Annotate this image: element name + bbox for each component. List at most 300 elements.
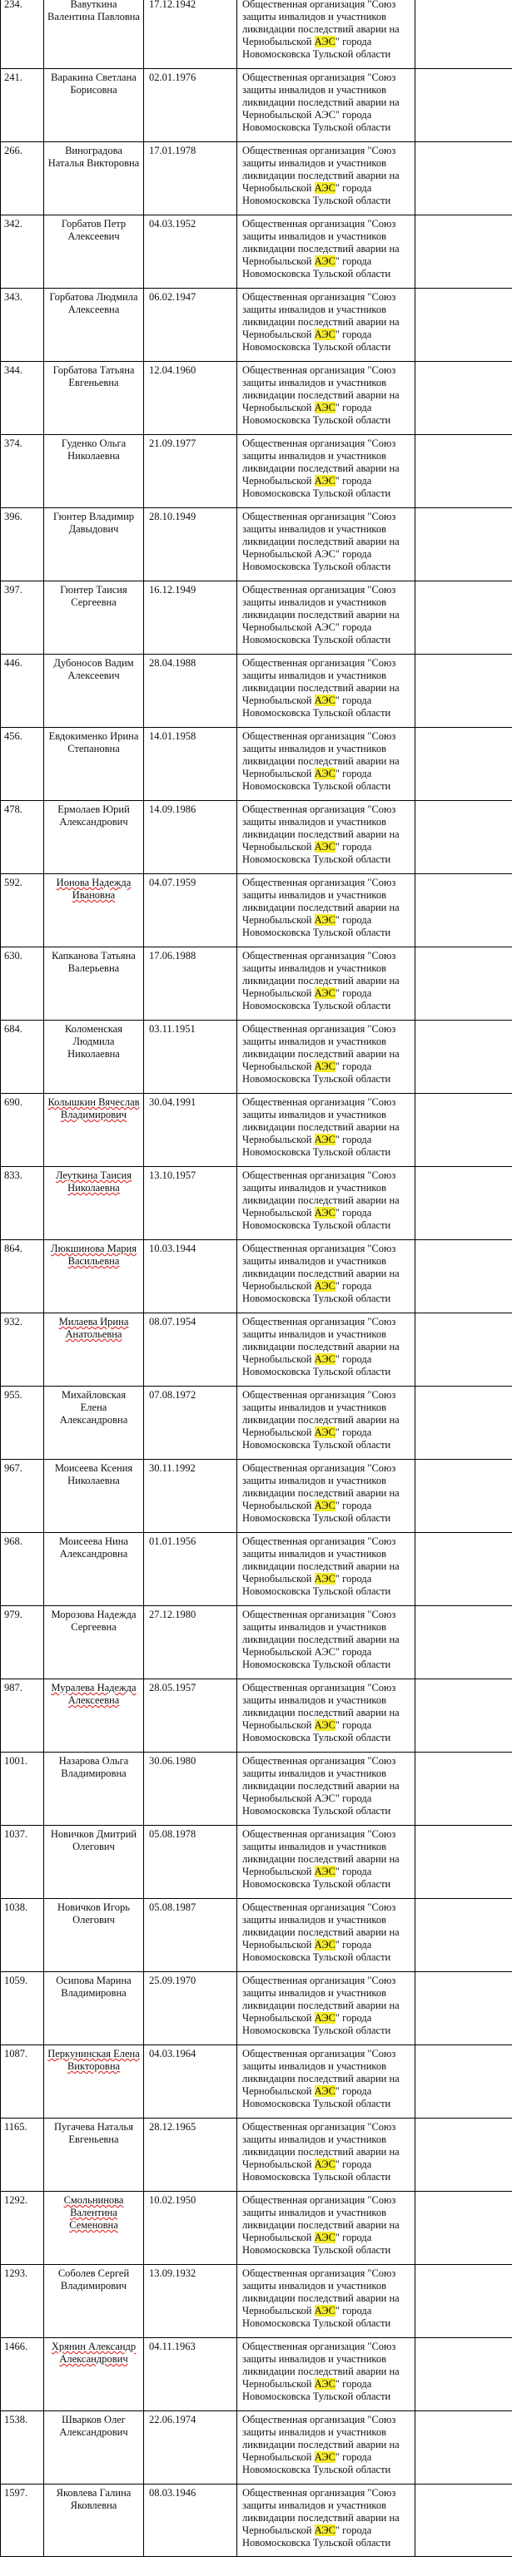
- person-name: [43, 728, 143, 800]
- org-line-1: Общественная организация "Союз: [242, 1389, 396, 1401]
- birth-date: 14.01.1958: [143, 728, 236, 800]
- row-number: 397.: [0, 581, 43, 654]
- highlighted-aes: АЭС: [314, 1939, 336, 1951]
- org-line-2: защиты инвалидов и участников: [242, 1987, 387, 1999]
- organization-cell: [236, 2192, 415, 2264]
- org-line-5: Новомосковска Тульской области: [242, 1585, 391, 1597]
- birth-date: 04.03.1952: [143, 215, 236, 288]
- person-name: [43, 2119, 143, 2191]
- organization-cell: [236, 728, 415, 800]
- org-line-4: [242, 329, 411, 341]
- birth-date: 06.02.1947: [143, 289, 236, 361]
- person-name-text: Соболев Сергей Владимирович: [57, 2267, 130, 2292]
- org-line-4-post: " города: [335, 1134, 372, 1145]
- row-number: 374.: [0, 435, 43, 507]
- row-number: 1165.: [0, 2119, 43, 2191]
- row-number: 456.: [0, 728, 43, 800]
- org-line-1: Общественная организация "Союз: [242, 730, 396, 742]
- birth-date: 10.03.1944: [143, 1240, 236, 1313]
- org-line-4-pre: Чернобыльской: [242, 475, 315, 487]
- org-line-1: Общественная организация "Союз: [242, 877, 396, 888]
- org-line-4: [242, 2158, 411, 2171]
- org-line-5: Новомосковска Тульской области: [242, 48, 391, 60]
- organization-cell: [236, 1167, 415, 1239]
- birth-date: 05.08.1978: [143, 1826, 236, 1898]
- row-number: 1292.: [0, 2192, 43, 2264]
- person-name: [43, 215, 143, 288]
- table-row: [0, 0, 512, 68]
- person-name: [43, 1387, 143, 1459]
- person-name-text: Люкшинова Мария Васильевна: [51, 1243, 137, 1267]
- birth-date: 04.11.1963: [143, 2338, 236, 2410]
- organization-cell: [236, 2485, 415, 2556]
- org-line-5: Новомосковска Тульской области: [242, 1000, 391, 1011]
- org-line-4: [242, 2524, 411, 2537]
- org-line-4: [242, 2451, 411, 2464]
- organization-cell: [236, 1606, 415, 1679]
- org-line-4-post: " города: [335, 2524, 372, 2536]
- person-name-text: Гуденко Ольга Николаевна: [61, 438, 127, 462]
- org-line-2: защиты инвалидов и участников: [242, 304, 387, 315]
- person-name-text: Морозова Надежда Сергеевна: [51, 1609, 137, 1633]
- organization-cell: [236, 947, 415, 1020]
- birth-date: 30.04.1991: [143, 1094, 236, 1166]
- highlighted-aes: АЭС: [314, 475, 336, 487]
- org-line-2: защиты инвалидов и участников: [242, 2133, 387, 2145]
- person-name-text: Осипова Марина Владимировна: [56, 1975, 132, 1999]
- organization-cell: [236, 1021, 415, 1093]
- organization-cell: [236, 1094, 415, 1166]
- table-row: [0, 434, 512, 507]
- organization-cell: [236, 801, 415, 873]
- organization-cell: [236, 655, 415, 727]
- table-row: [0, 2264, 512, 2337]
- birth-date: 01.01.1956: [143, 1533, 236, 1605]
- org-line-3: ликвидации последствий аварии на: [242, 2512, 400, 2524]
- org-line-4-pre: Чернобыльской: [242, 1719, 315, 1731]
- org-line-4-post: " города: [335, 1573, 372, 1585]
- org-line-3: ликвидации последствий аварии на: [242, 1634, 400, 1645]
- highlighted-aes: АЭС: [314, 1207, 336, 1219]
- org-line-5: Новомосковска Тульской области: [242, 1439, 391, 1451]
- org-line-2: защиты инвалидов и участников: [242, 816, 387, 828]
- org-line-4-post: " города: [335, 695, 372, 706]
- row-number: 987.: [0, 1679, 43, 1752]
- org-line-4: Чернобыльской АЭС" города: [242, 1792, 372, 1804]
- org-line-2: защиты инвалидов и участников: [242, 230, 387, 242]
- person-name-text: Михайловская Елена Александровна: [59, 1389, 128, 1426]
- birth-date: 07.08.1972: [143, 1387, 236, 1459]
- org-line-2: защиты инвалидов и участников: [242, 1841, 387, 1852]
- org-line-4-pre: Чернобыльской: [242, 255, 315, 267]
- person-name-text: Яковлева Галина Яковлевна: [56, 2487, 132, 2511]
- org-line-3: ликвидации последствий аварии на: [242, 755, 400, 767]
- org-line-1: Общественная организация "Союз: [242, 72, 396, 83]
- row-number: 1466.: [0, 2338, 43, 2410]
- person-name: [43, 142, 143, 215]
- table-row: [0, 1239, 512, 1313]
- person-name: [43, 947, 143, 1020]
- org-line-4: [242, 841, 411, 853]
- org-line-4-post: " города: [335, 36, 372, 47]
- person-name: [43, 1826, 143, 1898]
- org-line-4: [242, 2085, 411, 2098]
- highlighted-aes: АЭС: [314, 1061, 336, 1072]
- org-line-4-pre: Чернобыльской: [242, 2085, 315, 2097]
- birth-date: 08.03.1946: [143, 2485, 236, 2556]
- birth-date: 17.12.1942: [143, 0, 236, 68]
- table-row: [0, 1386, 512, 1459]
- org-line-1: Общественная организация "Союз: [242, 1243, 396, 1254]
- org-line-4-post: " города: [335, 1719, 372, 1731]
- org-line-1: Общественная организация "Союз: [242, 584, 396, 596]
- birth-date: 04.07.1959: [143, 874, 236, 947]
- person-name-text: Пугачева Наталья Евгеньевна: [54, 2121, 133, 2145]
- org-line-5: Новомосковска Тульской области: [242, 2317, 391, 2329]
- org-line-4: [242, 2012, 411, 2025]
- organization-cell: [236, 435, 415, 507]
- birth-date: 12.04.1960: [143, 362, 236, 434]
- table-row: [0, 2191, 512, 2264]
- org-line-4-post: " города: [335, 1207, 372, 1219]
- org-line-4: [242, 695, 411, 707]
- birth-date: 10.02.1950: [143, 2192, 236, 2264]
- org-line-4: Чернобыльской АЭС" города: [242, 621, 372, 633]
- highlighted-aes: АЭС: [314, 2012, 336, 2024]
- org-line-2: защиты инвалидов и участников: [242, 1402, 387, 1413]
- org-line-1: Общественная организация "Союз: [242, 1901, 396, 1913]
- org-line-1: Общественная организация "Союз: [242, 2267, 396, 2279]
- organization-cell: [236, 2265, 415, 2337]
- row-number: 241.: [0, 69, 43, 141]
- person-name-text: Новичков Дмитрий Олегович: [50, 1828, 137, 1852]
- org-line-5: Новомосковска Тульской области: [242, 780, 391, 792]
- org-line-4-pre: Чернобыльской: [242, 841, 315, 853]
- org-line-4-pre: Чернобыльской: [242, 1500, 315, 1511]
- organization-cell: [236, 874, 415, 947]
- row-number: 690.: [0, 1094, 43, 1166]
- person-name-text: Моисеева Ксения Николаевна: [54, 1462, 133, 1486]
- org-line-5: Новомосковска Тульской области: [242, 1219, 391, 1231]
- org-line-4: [242, 402, 411, 414]
- org-line-5: Новомосковска Тульской области: [242, 1146, 391, 1158]
- person-name: [43, 2192, 143, 2264]
- birth-date: 02.01.1976: [143, 69, 236, 141]
- person-name: [43, 2411, 143, 2484]
- org-line-4-post: " города: [335, 1353, 372, 1365]
- org-line-3: ликвидации последствий аварии на: [242, 1121, 400, 1133]
- org-line-4-pre: Чернобыльской: [242, 36, 315, 47]
- org-line-4: [242, 768, 411, 780]
- person-name-text: Милаева Ирина Анатольевна: [58, 1316, 129, 1340]
- org-line-5: Новомосковска Тульской области: [242, 1366, 391, 1377]
- row-number: 1538.: [0, 2411, 43, 2484]
- org-line-4-post: " города: [335, 2085, 372, 2097]
- org-line-4: [242, 1500, 411, 1512]
- org-line-4: Чернобыльской АЭС" города: [242, 1646, 372, 1658]
- org-line-4: [242, 1353, 411, 1366]
- table-row: [0, 288, 512, 361]
- org-line-1: Общественная организация "Союз: [242, 1096, 396, 1108]
- person-name: [43, 874, 143, 947]
- org-line-3: ликвидации последствий аварии на: [242, 2219, 400, 2231]
- birth-date: 17.06.1988: [143, 947, 236, 1020]
- person-name: [43, 435, 143, 507]
- birth-date: 17.01.1978: [143, 142, 236, 215]
- org-line-4-post: " города: [335, 841, 372, 853]
- org-line-2: защиты инвалидов и участников: [242, 1548, 387, 1560]
- org-line-4-post: " города: [335, 475, 372, 487]
- row-number: 968.: [0, 1533, 43, 1605]
- row-number: 1087.: [0, 2045, 43, 2118]
- table-row: [0, 1898, 512, 1971]
- person-name: [43, 1753, 143, 1825]
- org-line-3: ликвидации последствий аварии на: [242, 1780, 400, 1792]
- person-name-text: Ионова Надежда Ивановна: [56, 877, 132, 901]
- org-line-1: Общественная организация "Союз: [242, 2048, 396, 2059]
- org-line-1: Общественная организация "Союз: [242, 364, 396, 376]
- table-row: [0, 2044, 512, 2118]
- organization-cell: [236, 1679, 415, 1752]
- person-name: [43, 1533, 143, 1605]
- org-line-4-post: " города: [335, 255, 372, 267]
- org-line-5: Новомосковска Тульской области: [242, 561, 391, 572]
- person-name: [43, 1972, 143, 2044]
- org-line-2: защиты инвалидов и участников: [242, 84, 387, 96]
- org-line-1: Общественная организация "Союз: [242, 291, 396, 303]
- table-row: [0, 2410, 512, 2484]
- person-name-text: Ермолаев Юрий Александрович: [57, 803, 130, 828]
- org-line-3: ликвидации последствий аварии на: [242, 96, 400, 108]
- row-number: 1293.: [0, 2265, 43, 2337]
- org-line-3: ликвидации последствий аварии на: [242, 682, 400, 694]
- person-name: [43, 1021, 143, 1093]
- org-line-5: Новомосковска Тульской области: [242, 1073, 391, 1085]
- organization-cell: [236, 1460, 415, 1532]
- organization-cell: [236, 1387, 415, 1459]
- highlighted-aes: АЭС: [314, 1719, 336, 1731]
- person-name: [43, 289, 143, 361]
- highlighted-aes: АЭС: [314, 2158, 336, 2170]
- birth-date: 08.07.1954: [143, 1313, 236, 1386]
- org-line-5: Новомосковска Тульской области: [242, 121, 391, 133]
- org-line-3: ликвидации последствий аварии на: [242, 1341, 400, 1352]
- org-line-2: защиты инвалидов и участников: [242, 2280, 387, 2292]
- org-line-4-pre: Чернобыльской: [242, 402, 315, 413]
- table-row: [0, 727, 512, 800]
- row-number: 396.: [0, 508, 43, 581]
- org-line-5: Новомосковска Тульской области: [242, 2171, 391, 2183]
- org-line-2: защиты инвалидов и участников: [242, 596, 387, 608]
- org-line-5: Новомосковска Тульской области: [242, 341, 391, 353]
- org-line-3: ликвидации последствий аварии на: [242, 316, 400, 328]
- org-line-4-pre: Чернобыльской: [242, 1134, 315, 1145]
- org-line-4-post: " города: [335, 1500, 372, 1511]
- birth-date: 28.12.1965: [143, 2119, 236, 2191]
- organization-cell: [236, 69, 415, 141]
- org-line-2: защиты инвалидов и участников: [242, 450, 387, 462]
- birth-date: 14.09.1986: [143, 801, 236, 873]
- org-line-3: ликвидации последствий аварии на: [242, 2292, 400, 2304]
- birth-date: 16.12.1949: [143, 581, 236, 654]
- person-name: [43, 2485, 143, 2556]
- org-line-4-pre: Чернобыльской: [242, 2378, 315, 2390]
- org-line-4: [242, 255, 411, 268]
- birth-date: 28.10.1949: [143, 508, 236, 581]
- highlighted-aes: АЭС: [314, 1866, 336, 1877]
- org-line-4: [242, 987, 411, 1000]
- person-name-text: Гюнтер Таисия Сергеевна: [60, 584, 127, 608]
- person-name: [43, 508, 143, 581]
- org-line-2: защиты инвалидов и участников: [242, 1475, 387, 1486]
- table-row: [0, 1313, 512, 1386]
- org-line-4-pre: Чернобыльской: [242, 329, 315, 340]
- table-row: [0, 654, 512, 727]
- org-line-4-post: " города: [335, 402, 372, 413]
- table-row: [0, 1752, 512, 1825]
- org-line-1: Общественная организация "Союз: [242, 2194, 396, 2206]
- org-line-4-post: " города: [335, 2378, 372, 2390]
- person-name-text: Капканова Татьяна Валерьевна: [52, 950, 136, 974]
- org-line-3: ликвидации последствий аварии на: [242, 2000, 400, 2011]
- org-line-4: [242, 1866, 411, 1878]
- organization-cell: [236, 2338, 415, 2410]
- org-line-2: защиты инвалидов и участников: [242, 1694, 387, 1706]
- organization-cell: [236, 2411, 415, 2484]
- organization-cell: [236, 289, 415, 361]
- person-name-text: Колышкин Вячеслав Владимирович: [47, 1096, 140, 1120]
- org-line-3: ликвидации последствий аварии на: [242, 1560, 400, 1572]
- person-name: [43, 2338, 143, 2410]
- birth-date: 25.09.1970: [143, 1972, 236, 2044]
- row-number: 932.: [0, 1313, 43, 1386]
- org-line-5: Новомосковска Тульской области: [242, 2464, 391, 2475]
- org-line-1: Общественная организация "Союз: [242, 950, 396, 962]
- org-line-4: [242, 1426, 411, 1439]
- person-name-text: Леуткина Таисия Николаевна: [55, 1169, 132, 1194]
- organization-cell: [236, 142, 415, 215]
- person-name-text: Новичков Игорь Олегович: [57, 1901, 130, 1926]
- row-number: 967.: [0, 1460, 43, 1532]
- org-line-1: Общественная организация "Союз: [242, 2487, 396, 2499]
- birth-date: 30.11.1992: [143, 1460, 236, 1532]
- person-name-text: Горбатов Петр Алексеевич: [61, 218, 127, 242]
- org-line-1: Общественная организация "Союз: [242, 1462, 396, 1474]
- row-number: 1001.: [0, 1753, 43, 1825]
- org-line-4-pre: Чернобыльской: [242, 1207, 315, 1219]
- org-line-1: Общественная организация "Союз: [242, 2341, 396, 2352]
- row-number: 630.: [0, 947, 43, 1020]
- org-line-2: защиты инвалидов и участников: [242, 2499, 387, 2511]
- table-row: [0, 507, 512, 581]
- org-line-5: Новомосковска Тульской области: [242, 268, 391, 279]
- person-name: [43, 1094, 143, 1166]
- org-line-4-pre: Чернобыльской: [242, 182, 315, 194]
- person-name-text: Назарова Ольга Владимировна: [58, 1755, 129, 1779]
- org-line-1: Общественная организация "Союз: [242, 1755, 396, 1767]
- org-line-3: ликвидации последствий аварии на: [242, 462, 400, 474]
- org-line-3: ликвидации последствий аварии на: [242, 609, 400, 621]
- org-line-2: защиты инвалидов и участников: [242, 1036, 387, 1047]
- row-number: 446.: [0, 655, 43, 727]
- org-line-4: [242, 475, 411, 487]
- org-line-4: [242, 182, 411, 195]
- org-line-4-post: " города: [335, 2012, 372, 2024]
- org-line-3: ликвидации последствий аварии на: [242, 2439, 400, 2450]
- table-row: [0, 1532, 512, 1605]
- person-name: [43, 581, 143, 654]
- org-line-4-pre: Чернобыльской: [242, 1573, 315, 1585]
- org-line-1: Общественная организация "Союз: [242, 803, 396, 815]
- org-line-4-pre: Чернобыльской: [242, 987, 315, 999]
- organization-cell: [236, 1533, 415, 1605]
- person-name-text: Шварков Олег Александрович: [59, 2414, 128, 2438]
- org-line-5: Новомосковска Тульской области: [242, 1512, 391, 1524]
- org-line-4-pre: Чернобыльской: [242, 768, 315, 779]
- org-line-3: ликвидации последствий аварии на: [242, 902, 400, 913]
- highlighted-aes: АЭС: [314, 329, 336, 340]
- org-line-4-post: " города: [335, 1280, 372, 1292]
- highlighted-aes: АЭС: [314, 2085, 336, 2097]
- table-row: [0, 2118, 512, 2191]
- org-line-4: [242, 1134, 411, 1146]
- org-line-1: Общественная организация "Союз: [242, 0, 396, 10]
- highlighted-aes: АЭС: [314, 402, 336, 413]
- org-line-3: ликвидации последствий аварии на: [242, 23, 400, 35]
- org-line-3: ликвидации последствий аварии на: [242, 536, 400, 547]
- birth-date: 13.09.1932: [143, 2265, 236, 2337]
- birth-date: 21.09.1977: [143, 435, 236, 507]
- org-line-2: защиты инвалидов и участников: [242, 743, 387, 754]
- person-name: [43, 1240, 143, 1313]
- row-number: 979.: [0, 1606, 43, 1679]
- org-line-1: Общественная организация "Союз: [242, 145, 396, 156]
- row-number: 833.: [0, 1167, 43, 1239]
- person-name: [43, 2045, 143, 2118]
- org-line-4-post: " города: [335, 2451, 372, 2463]
- organization-cell: [236, 508, 415, 581]
- table-row: [0, 215, 512, 288]
- row-number: 234.: [0, 0, 43, 68]
- org-line-2: защиты инвалидов и участников: [242, 1621, 387, 1633]
- org-line-3: ликвидации последствий аварии на: [242, 828, 400, 840]
- highlighted-aes: АЭС: [314, 914, 336, 926]
- org-line-2: защиты инвалидов и участников: [242, 889, 387, 901]
- person-name: [43, 1460, 143, 1532]
- org-line-1: Общественная организация "Союз: [242, 1828, 396, 1840]
- org-line-3: ликвидации последствий аварии на: [242, 1487, 400, 1499]
- highlighted-aes: АЭС: [314, 1280, 336, 1292]
- org-line-2: защиты инвалидов и участников: [242, 2353, 387, 2365]
- org-line-4-post: " города: [335, 1939, 372, 1951]
- person-name-text: Моисеева Нина Александровна: [59, 1535, 128, 1560]
- org-line-5: Новомосковска Тульской области: [242, 1805, 391, 1817]
- organization-cell: [236, 1899, 415, 1971]
- row-number: 1038.: [0, 1899, 43, 1971]
- org-line-5: Новомосковска Тульской области: [242, 2025, 391, 2036]
- org-line-1: Общественная организация "Союз: [242, 2414, 396, 2425]
- table-row: [0, 1459, 512, 1532]
- person-name-text: Вавуткина Валентина Павловна: [47, 0, 140, 22]
- person-name: [43, 801, 143, 873]
- org-line-2: защиты инвалидов и участников: [242, 1768, 387, 1779]
- org-line-5: Новомосковска Тульской области: [242, 2098, 391, 2109]
- org-line-1: Общественная организация "Союз: [242, 2121, 396, 2133]
- highlighted-aes: АЭС: [314, 695, 336, 706]
- birth-date: 22.06.1974: [143, 2411, 236, 2484]
- org-line-4-post: " города: [335, 1061, 372, 1072]
- org-line-5: Новомосковска Тульской области: [242, 1659, 391, 1670]
